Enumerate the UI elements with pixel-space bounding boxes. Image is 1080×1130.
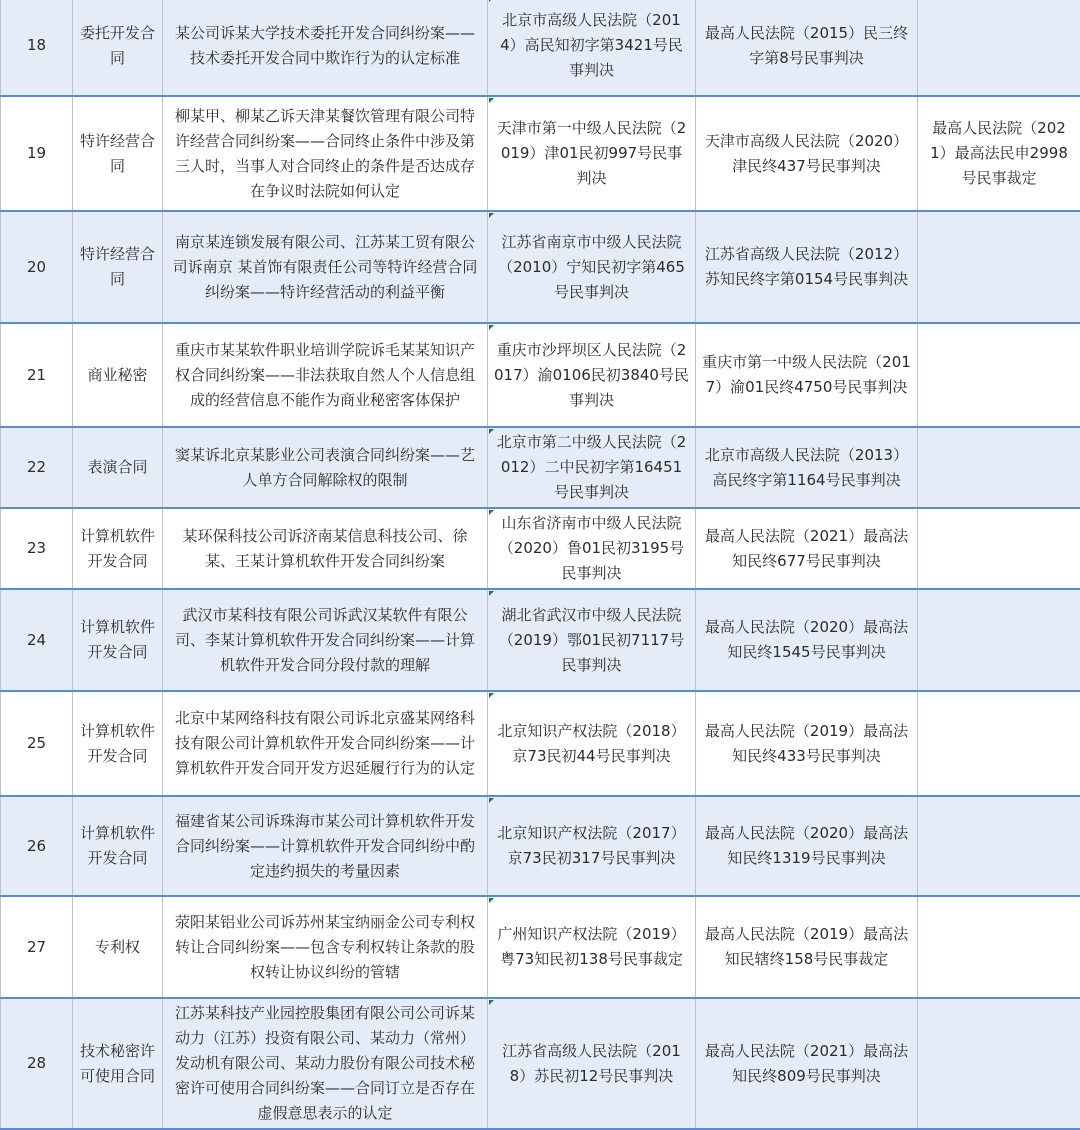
case-type: 专利权: [73, 896, 163, 998]
row-number: 22: [1, 427, 73, 508]
row-number: 27: [1, 896, 73, 998]
second-instance: 重庆市第一中级人民法院（2017）渝01民终4750号民事判决: [696, 323, 918, 427]
retrial: [918, 427, 1080, 508]
first-instance: 重庆市沙坪坝区人民法院（2017）渝0106民初3840号民事判决: [488, 323, 696, 427]
case-type: 特许经营合同: [73, 96, 163, 211]
first-instance: 湖北省武汉市中级人民法院（2019）鄂01民初7117号民事判决: [488, 589, 696, 691]
second-instance: 最高人民法院（2021）最高法知民终677号民事判决: [696, 508, 918, 589]
row-number: 21: [1, 323, 73, 427]
retrial: [918, 589, 1080, 691]
row-number: 26: [1, 796, 73, 896]
case-type: 计算机软件开发合同: [73, 796, 163, 896]
row-number: 25: [1, 691, 73, 796]
first-instance: 北京知识产权法院（2017）京73民初317号民事判决: [488, 796, 696, 896]
case-type: 表演合同: [73, 427, 163, 508]
first-instance: 广州知识产权法院（2019）粤73知民初138号民事裁定: [488, 896, 696, 998]
first-instance: 北京市第二中级人民法院（2012）二中民初字第16451号民事判决: [488, 427, 696, 508]
table-row: [1, 508, 1080, 589]
case-type: 委托开发合同: [73, 0, 163, 96]
second-instance: 北京市高级人民法院（2013）高民终字第1164号民事判决: [696, 427, 918, 508]
first-instance: 北京知识产权法院（2018）京73民初44号民事判决: [488, 691, 696, 796]
case-title: 某环保科技公司诉济南某信息科技公司、徐某、王某计算机软件开发合同纠纷案: [163, 508, 488, 589]
case-table-body: [1, 0, 1080, 1129]
row-number: 20: [1, 211, 73, 323]
row-number: 18: [1, 0, 73, 96]
table-row: [1, 691, 1080, 796]
second-instance: 最高人民法院（2021）最高法知民终809号民事判决: [696, 998, 918, 1129]
first-instance: 山东省济南市中级人民法院（2020）鲁01民初3195号民事判决: [488, 508, 696, 589]
second-instance: 最高人民法院（2020）最高法知民终1545号民事判决: [696, 589, 918, 691]
retrial: [918, 796, 1080, 896]
case-title: 武汉市某科技有限公司诉武汉某软件有限公司、李某计算机软件开发合同纠纷案——计算机软件开发合同分段付款的理解: [163, 589, 488, 691]
table-row: [1, 796, 1080, 896]
table-row: [1, 427, 1080, 508]
retrial: [918, 896, 1080, 998]
second-instance: 天津市高级人民法院（2020）津民终437号民事判决: [696, 96, 918, 211]
first-instance: 江苏省南京市中级人民法院（2010）宁知民初字第465号民事判决: [488, 211, 696, 323]
row-number: 28: [1, 998, 73, 1129]
case-title: 重庆市某某软件职业培训学院诉毛某某知识产权合同纠纷案——非法获取自然人个人信息组成的经营信息不能作为商业秘密客体保护: [163, 323, 488, 427]
case-title: 北京中某网络科技有限公司诉北京盛某网络科技有限公司计算机软件开发合同纠纷案——计算机软件开发合同开发方迟延履行行为的认定: [163, 691, 488, 796]
row-number: 19: [1, 96, 73, 211]
case-type: 商业秘密: [73, 323, 163, 427]
case-type: 计算机软件开发合同: [73, 589, 163, 691]
case-title: 某公司诉某大学技术委托开发合同纠纷案——技术委托开发合同中欺诈行为的认定标准: [163, 0, 488, 96]
case-title: 江苏某科技产业园控股集团有限公司公司诉某动力（江苏）投资有限公司、某动力（常州）发动机有限公司、某动力股份有限公司技术秘密许可使用合同纠纷案——合同订立是否存在虚假意思表示的认定: [163, 998, 488, 1129]
row-number: 23: [1, 508, 73, 589]
table-row: [1, 0, 1080, 96]
retrial: 最高人民法院（2021）最高法民申2998号民事裁定: [918, 96, 1080, 211]
retrial: [918, 691, 1080, 796]
case-type: 计算机软件开发合同: [73, 508, 163, 589]
case-type: 特许经营合同: [73, 211, 163, 323]
retrial: [918, 0, 1080, 96]
retrial: [918, 508, 1080, 589]
table-row: [1, 211, 1080, 323]
first-instance: 天津市第一中级人民法院（2019）津01民初997号民事判决: [488, 96, 696, 211]
table-row: [1, 323, 1080, 427]
case-title: 荥阳某铝业公司诉苏州某宝纳丽金公司专利权转让合同纠纷案——包含专利权转让条款的股权转让协议纠纷的管辖: [163, 896, 488, 998]
second-instance: 最高人民法院（2015）民三终字第8号民事判决: [696, 0, 918, 96]
case-title: 南京某连锁发展有限公司、江苏某工贸有限公司诉南京 某首饰有限责任公司等特许经营合同纠纷案——特许经营活动的利益平衡: [163, 211, 488, 323]
case-title: 福建省某公司诉珠海市某公司计算机软件开发合同纠纷案——计算机软件开发合同纠纷中酌定违约损失的考量因素: [163, 796, 488, 896]
second-instance: 最高人民法院（2019）最高法知民辖终158号民事裁定: [696, 896, 918, 998]
row-number: 24: [1, 589, 73, 691]
case-title: 窦某诉北京某影业公司表演合同纠纷案——艺人单方合同解除权的限制: [163, 427, 488, 508]
table-row: [1, 96, 1080, 211]
retrial: [918, 211, 1080, 323]
case-type: 计算机软件开发合同: [73, 691, 163, 796]
retrial: [918, 323, 1080, 427]
table-row: [1, 998, 1080, 1129]
case-type: 技术秘密许可使用合同: [73, 998, 163, 1129]
first-instance: 北京市高级人民法院（2014）高民知初字第3421号民事判决: [488, 0, 696, 96]
second-instance: 江苏省高级人民法院（2012）苏知民终字第0154号民事判决: [696, 211, 918, 323]
second-instance: 最高人民法院（2020）最高法知民终1319号民事判决: [696, 796, 918, 896]
table-row: [1, 896, 1080, 998]
table-row: [1, 589, 1080, 691]
second-instance: 最高人民法院（2019）最高法知民终433号民事判决: [696, 691, 918, 796]
retrial: [918, 998, 1080, 1129]
case-title: 柳某甲、柳某乙诉天津某餐饮管理有限公司特许经营合同纠纷案——合同终止条件中涉及第三人时，当事人对合同终止的条件是否达成存在争议时法院如何认定: [163, 96, 488, 211]
first-instance: 江苏省高级人民法院（2018）苏民初12号民事判决: [488, 998, 696, 1129]
